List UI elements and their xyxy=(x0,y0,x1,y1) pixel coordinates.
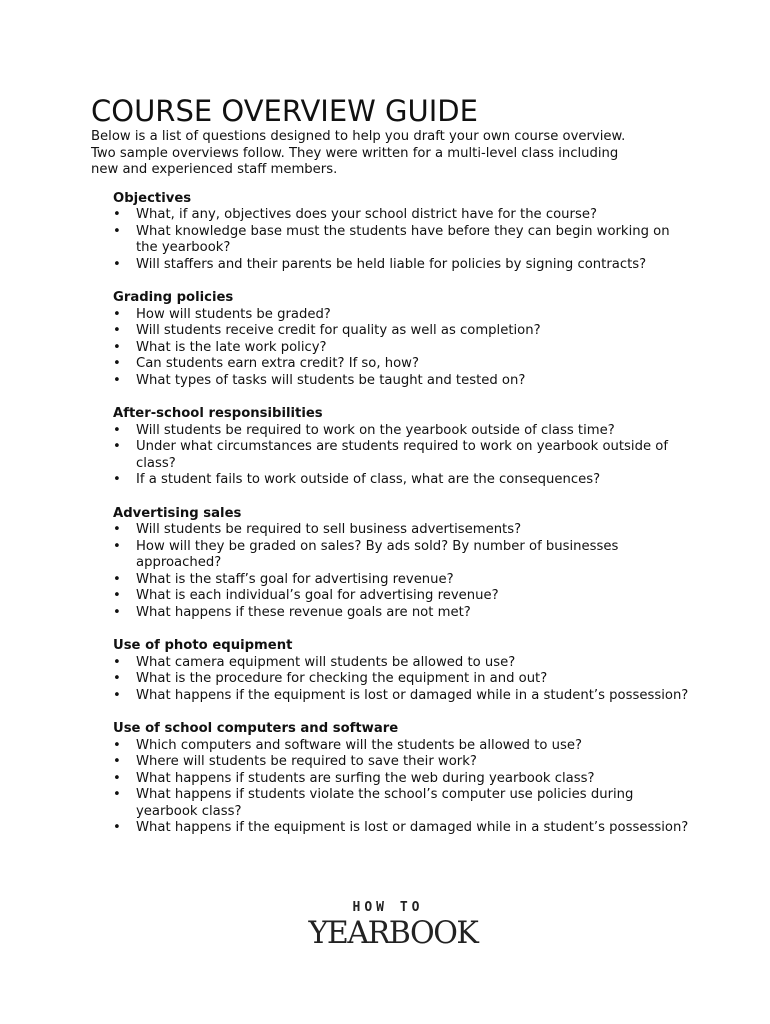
intro-line: Below is a list of questions designed to help you draft your own course overview. xyxy=(91,129,626,144)
question-item: • What happens if students are surfing the web during yearbook class? xyxy=(113,771,691,788)
question-item: • Under what circumstances are students required to work on yearbook outside of class? xyxy=(113,439,691,472)
how-to-yearbook-logo xyxy=(306,900,478,951)
intro-line: new and experienced staff members. xyxy=(91,162,338,177)
question-item: • What is each individual’s goal for advertising revenue? xyxy=(113,588,691,605)
logo-main-text: YEARBOOK xyxy=(308,915,478,951)
question-sections xyxy=(91,191,691,837)
section-heading: Use of photo equipment xyxy=(113,638,293,653)
question-item: • What knowledge base must the students have before they can begin working on the yearbook? xyxy=(113,224,691,257)
intro-line: Two sample overviews follow. They were written for a multi-level class including xyxy=(91,145,619,161)
question-item: • Will staffers and their parents be held liable for policies by signing contracts? xyxy=(113,257,691,274)
question-item: • Can students earn extra credit? If so, how? xyxy=(113,356,691,373)
question-item: • What camera equipment will students be allowed to use? xyxy=(113,655,691,672)
question-item: • Will students be required to work on the yearbook outside of class time? xyxy=(113,423,691,440)
question-item: • If a student fails to work outside of class, what are the consequences? xyxy=(113,472,691,489)
question-item: • Will students be required to sell business advertisements? xyxy=(113,522,691,539)
question-item: • What happens if the equipment is lost or damaged while in a student’s possession? xyxy=(113,820,691,837)
question-item: • Which computers and software will the students be allowed to use? xyxy=(113,738,691,755)
question-item: • What is the staff’s goal for advertising revenue? xyxy=(113,572,691,589)
question-item: • Will students receive credit for quality as well as completion? xyxy=(113,323,691,340)
section-heading: Advertising sales xyxy=(113,505,242,521)
question-section xyxy=(113,506,691,622)
question-section xyxy=(113,406,691,489)
question-item: • Where will students be required to save their work? xyxy=(113,754,691,771)
question-section xyxy=(113,721,691,837)
page-title: COURSE OVERVIEW GUIDE xyxy=(91,94,478,128)
question-list xyxy=(113,307,691,390)
section-heading: After-school responsibilities xyxy=(113,406,323,421)
question-list xyxy=(113,423,691,489)
question-section xyxy=(113,638,691,704)
question-list xyxy=(113,738,691,837)
question-item: • How will students be graded? xyxy=(113,307,691,324)
question-section xyxy=(113,191,691,274)
question-item: • What is the late work policy? xyxy=(113,340,691,357)
question-item: • What happens if the equipment is lost or damaged while in a student’s possession? xyxy=(113,688,691,705)
question-item: • What happens if students violate the school’s computer use policies during yearbook class? xyxy=(113,787,691,820)
question-list xyxy=(113,207,691,273)
question-item: • What happens if these revenue goals are not met? xyxy=(113,605,691,622)
section-heading: Grading policies xyxy=(113,290,234,305)
question-list xyxy=(113,655,691,705)
section-heading: Objectives xyxy=(113,190,192,206)
logo-top-text: HOW TO xyxy=(352,900,424,915)
document-page xyxy=(91,94,691,837)
question-item: • What, if any, objectives does your school district have for the course? xyxy=(113,207,691,224)
question-item: • How will they be graded on sales? By ads sold? By number of businesses approached? xyxy=(113,539,691,572)
question-item: • What is the procedure for checking the equipment in and out? xyxy=(113,671,691,688)
intro-paragraph xyxy=(91,129,691,179)
question-section xyxy=(113,290,691,389)
question-list xyxy=(113,522,691,621)
section-heading: Use of school computers and software xyxy=(113,721,399,736)
question-item: • What types of tasks will students be taught and tested on? xyxy=(113,373,691,390)
